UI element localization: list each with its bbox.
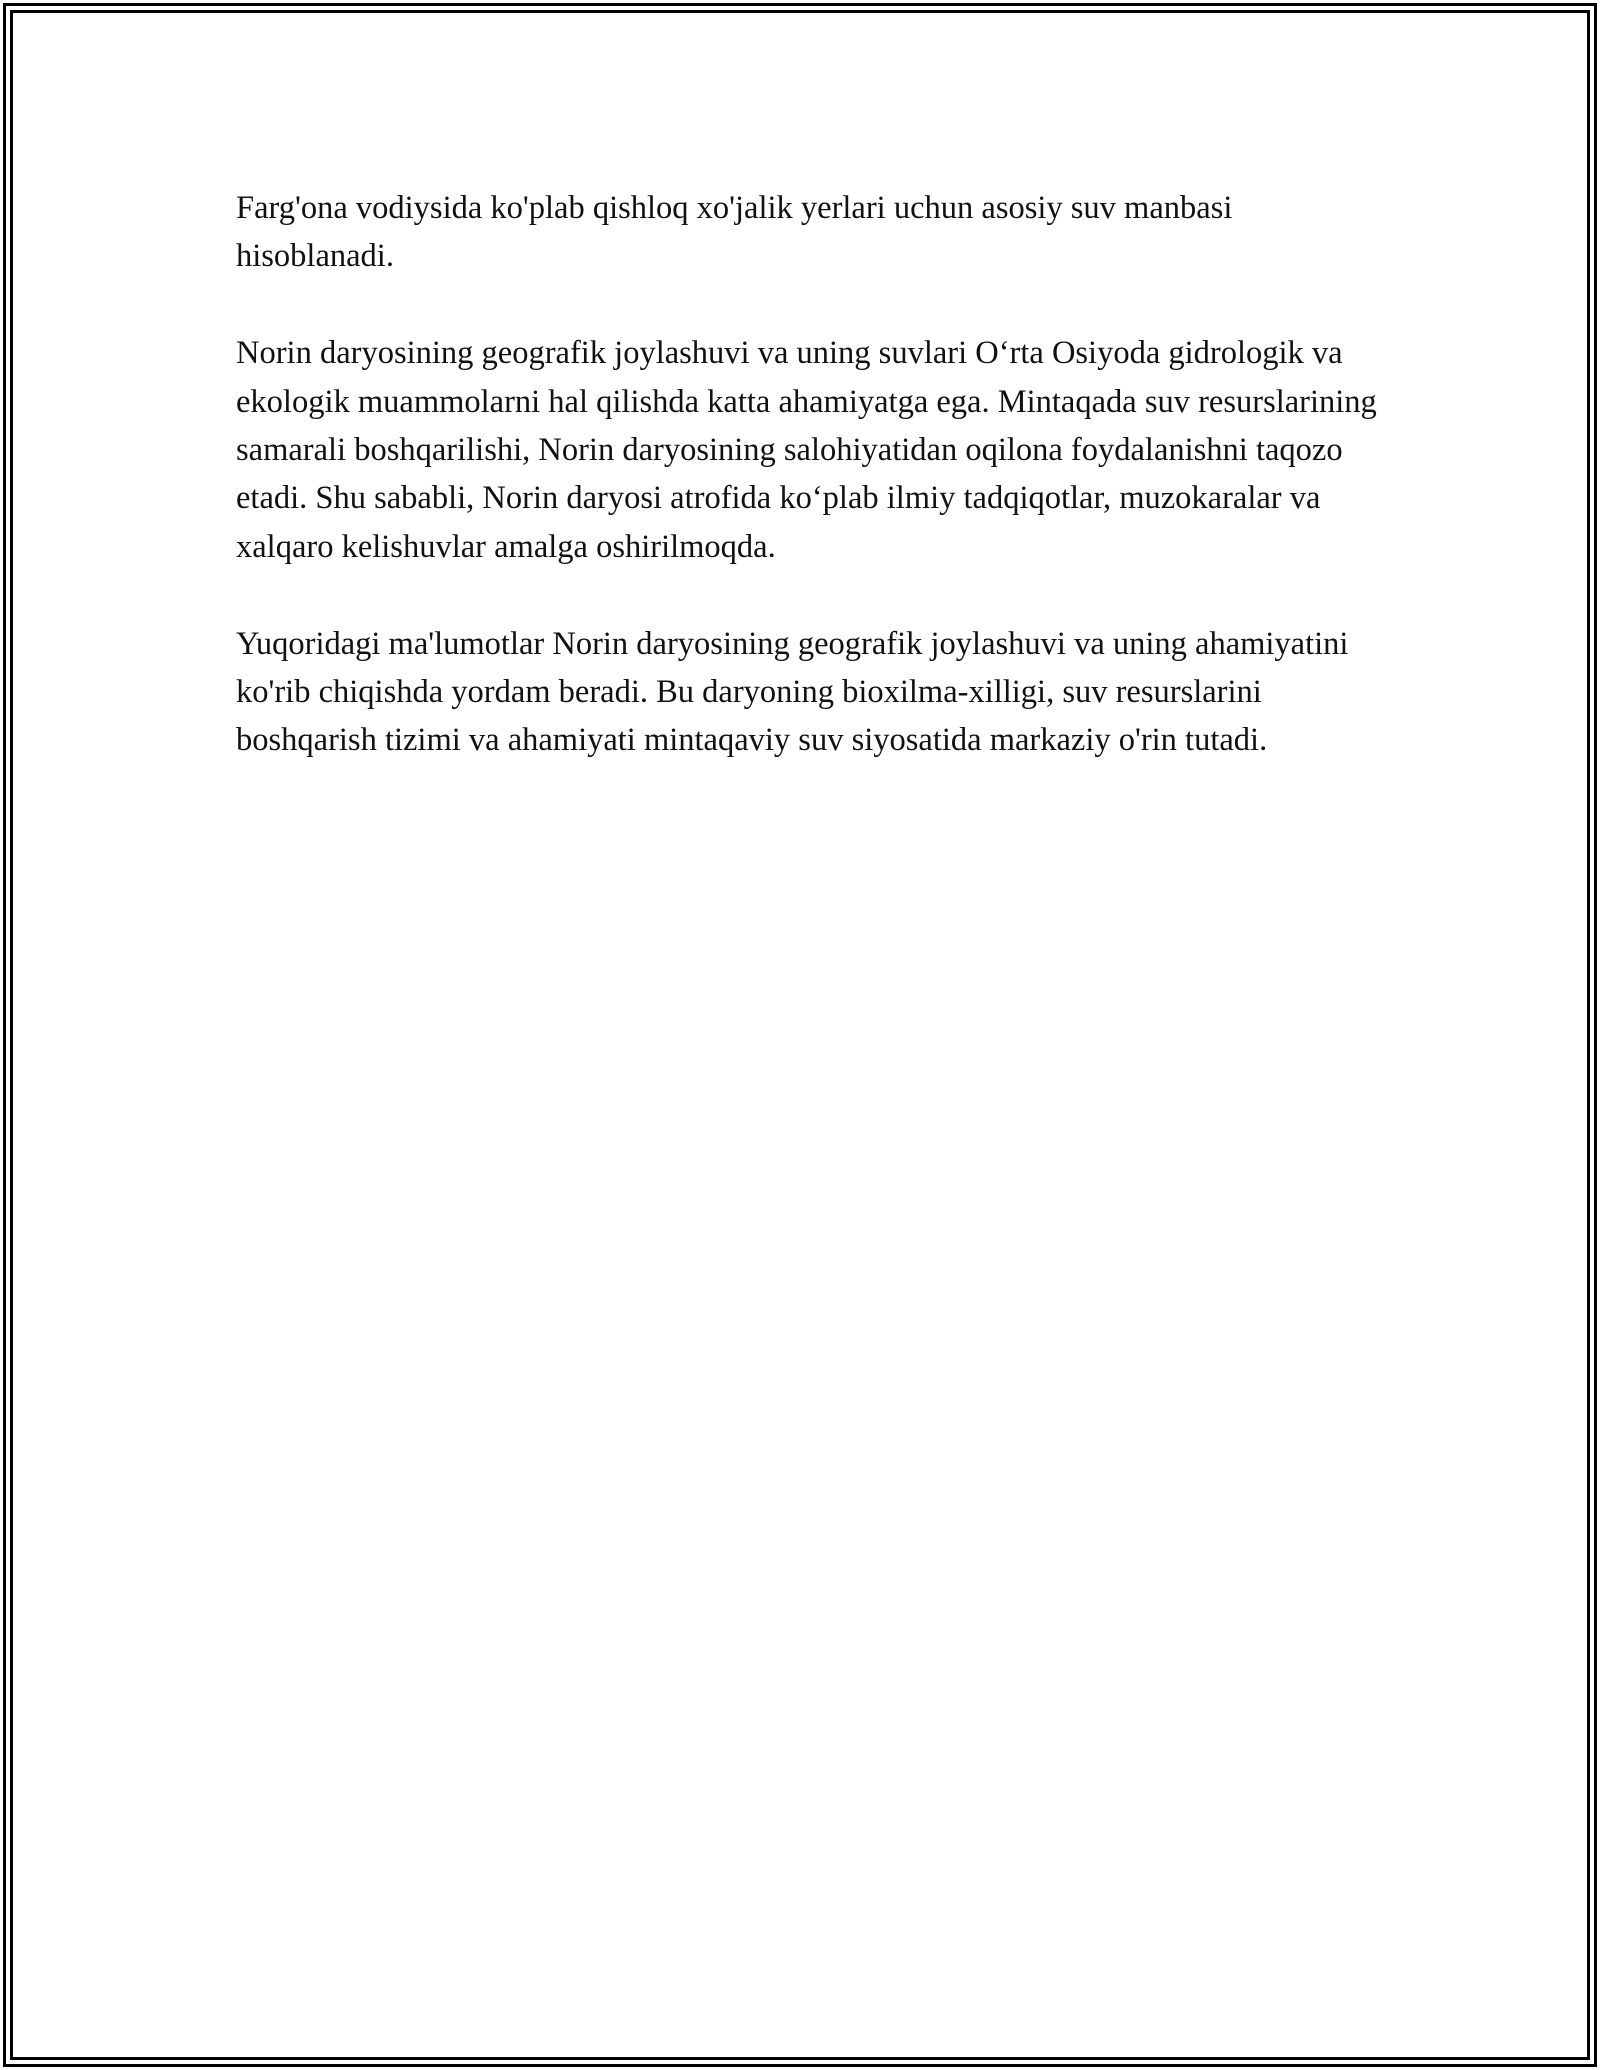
paragraph-2: Norin daryosining geografik joylashuvi va uning suvlari O‘rta Osiyoda gidrologik va ekologik muammolarni hal qilishda katta ahamiyatga ega. Mintaqada suv resurslarining samarali boshqarilishi, Norin daryosining salohiyatidan oqilona foydalanishni taqozo etadi. Shu sababli, Norin daryosi atrofida ko‘plab ilmiy tadqiqotlar, muzokaralar va xalqaro kelishuvlar amalga oshirilmoqda. (236, 335, 1377, 565)
document-body (236, 184, 1386, 813)
paragraph-3: Yuqoridagi ma'lumotlar Norin daryosining geografik joylashuvi va uning ahamiyatini ko'rib chiqishda yordam beradi. Bu daryoning bioxilma-xilligi, suv resurslarini boshqarish tizimi va ahamiyati mintaqaviy suv siyosatida markaziy o'rin tutadi. (236, 625, 1349, 759)
paragraph-1: Farg'ona vodiysida ko'plab qishloq xo'jalik yerlari uchun asosiy suv manbasi hisoblanadi. (236, 190, 1233, 275)
